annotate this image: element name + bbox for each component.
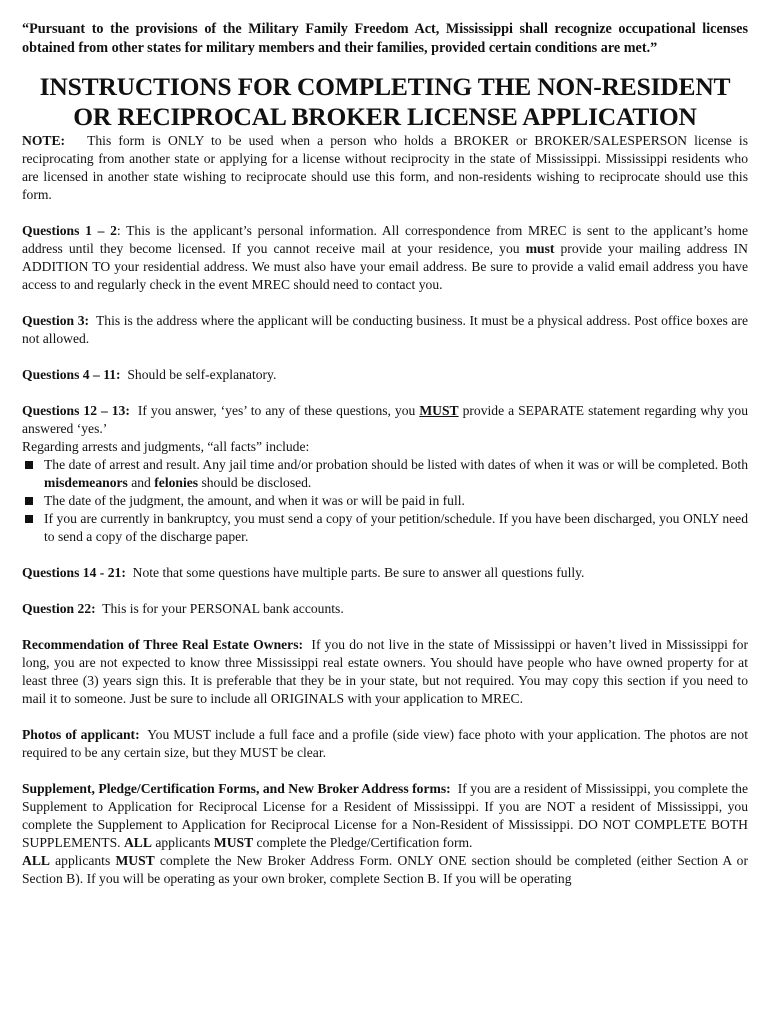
intro-quote: “Pursuant to the provisions of the Military Family Freedom Act, Mississippi shall recognize occupational licenses obtained from other states for military members and their families, provided certain conditions are met.” xyxy=(22,21,748,56)
questions-1-2-text-a: : This is the applicant’s personal information. All correspondence from MREC is sent to the applicant’s home address until they become licensed. If you cannot receive mail at your residence, you xyxy=(22,223,748,256)
note-paragraph xyxy=(22,132,748,204)
questions-12-13-text-b: provide a SEPARATE statement regarding why you answered ‘yes.’ xyxy=(22,403,749,436)
supplement-label: Supplement, Pledge/Certification Forms, and New Broker Address forms: xyxy=(22,781,451,796)
questions-1-2-label: Questions 1 – 2 xyxy=(22,223,117,238)
supplement-paragraph xyxy=(22,780,748,852)
questions-4-11-text: Should be self-explanatory. xyxy=(127,367,277,382)
felonies-emphasis: felonies xyxy=(154,475,199,490)
owners-label: Recommendation of Three Real Estate Owners: xyxy=(22,637,304,652)
question-22-label: Question 22: xyxy=(22,601,96,616)
note-text: This form is ONLY to be used when a person who holds a BROKER or BROKER/SALESPERSON license is reciprocating from another state or applying for a license without reciprocity in the state of Mississippi. Mississippi residents who are licensed in another state wishing to reciprocate should use this form, and non-residents wishing to reciprocate should use this form. xyxy=(22,133,748,202)
bullet-3-text: If you are currently in bankruptcy, you must send a copy of your petition/schedule. If you have been discharged, you ONLY need to send a copy of the discharge paper. xyxy=(44,511,748,544)
question-3-text: This is the address where the applicant will be conducting business. It must be a physical address. Post office boxes are not allowed. xyxy=(22,313,748,346)
all-emphasis: ALL xyxy=(123,835,152,850)
photos-label: Photos of applicant: xyxy=(22,727,140,742)
questions-14-21-paragraph xyxy=(22,564,748,582)
bullet-2-text: The date of the judgment, the amount, and when it was or will be paid in full. xyxy=(44,493,465,508)
photos-text: You MUST include a full face and a profile (side view) face photo with your application. The photos are not required to be any certain size, but they MUST be clear. xyxy=(22,727,749,760)
supplement-text-a: If you are a resident of Mississippi, you complete the Supplement to Application for Reciprocal License for a Resident of Mississippi. If you are NOT a resident of Mississippi, you complete the Supplement to Application for Reciprocal License for a Non-Resident of Mississippi. DO NOT COMPLETE BOTH SUPPLEMENTS. xyxy=(22,781,748,850)
note-label: NOTE: xyxy=(22,133,66,148)
supplement-text-e: complete the New Broker Address Form. ONLY ONE section should be completed (either Section A or Section B). If you will be operating as your own broker, complete Section B. If you will be operating xyxy=(22,853,749,886)
questions-14-21-text: Note that some questions have multiple parts. Be sure to answer all questions fully. xyxy=(132,565,585,580)
facts-list xyxy=(22,456,748,546)
broker-address-paragraph xyxy=(22,852,748,888)
misdemeanors-emphasis: misdemeanors xyxy=(44,475,128,490)
square-bullet-icon xyxy=(25,497,33,505)
list-item xyxy=(22,510,748,546)
list-item xyxy=(22,492,748,510)
list-item xyxy=(22,456,748,492)
must-emphasis: MUST xyxy=(115,853,155,868)
bullet-1-text-b: should be disclosed. xyxy=(198,475,312,490)
title-line-2: OR RECIPROCAL BROKER LICENSE APPLICATION xyxy=(73,102,697,131)
must-underlined: MUST xyxy=(419,403,459,418)
supplement-text-c: complete the Pledge/Certification form. xyxy=(253,835,473,850)
supplement-text-b: applicants xyxy=(151,835,214,850)
must-emphasis: must xyxy=(525,241,555,256)
questions-4-11-paragraph xyxy=(22,366,748,384)
owners-paragraph xyxy=(22,636,748,708)
square-bullet-icon xyxy=(25,515,33,523)
questions-1-2-text-b: provide your mailing address IN ADDITION TO your residential address. We must also have your email address. Be sure to provide a valid email address you have access to and regularly check in the event MREC should need to contact you. xyxy=(22,241,749,292)
questions-12-13-text-a: If you answer, ‘yes’ to any of these questions, you xyxy=(137,403,420,418)
owners-text: If you do not live in the state of Mississippi or haven’t lived in Mississippi for long, you are not expected to know three Mississippi real estate owners. You should have people who have owned property for at least three (3) years sign this. It is preferable that they be in your state, but not required. You may copy this section if you need to mail it to someone. Just be sure to include all ORIGINALS with your application to MREC. xyxy=(22,637,748,706)
questions-12-13-paragraph xyxy=(22,402,748,438)
title-line-1: INSTRUCTIONS FOR COMPLETING THE NON-RESIDENT xyxy=(39,72,731,101)
bullet-1-and: and xyxy=(127,475,155,490)
document-title xyxy=(22,72,748,132)
all-emphasis: ALL xyxy=(22,853,50,868)
bullet-1-text-a: The date of arrest and result. Any jail time and/or probation should be listed with dates of when it was or will be completed. Both xyxy=(44,457,748,472)
question-22-text: This is for your PERSONAL bank accounts. xyxy=(102,601,344,616)
arrests-intro: Regarding arrests and judgments, “all facts” include: xyxy=(22,439,310,454)
questions-14-21-label: Questions 14 - 21: xyxy=(22,565,126,580)
square-bullet-icon xyxy=(25,461,33,469)
questions-4-11-label: Questions 4 – 11: xyxy=(22,367,121,382)
supplement-text-d: applicants xyxy=(49,853,116,868)
must-emphasis: MUST xyxy=(213,835,254,850)
photos-paragraph xyxy=(22,726,748,762)
questions-1-2-paragraph xyxy=(22,222,748,294)
questions-12-13-label: Questions 12 – 13: xyxy=(22,403,130,418)
question-3-label: Question 3: xyxy=(22,313,90,328)
question-3-paragraph xyxy=(22,312,748,348)
question-22-paragraph xyxy=(22,600,748,618)
